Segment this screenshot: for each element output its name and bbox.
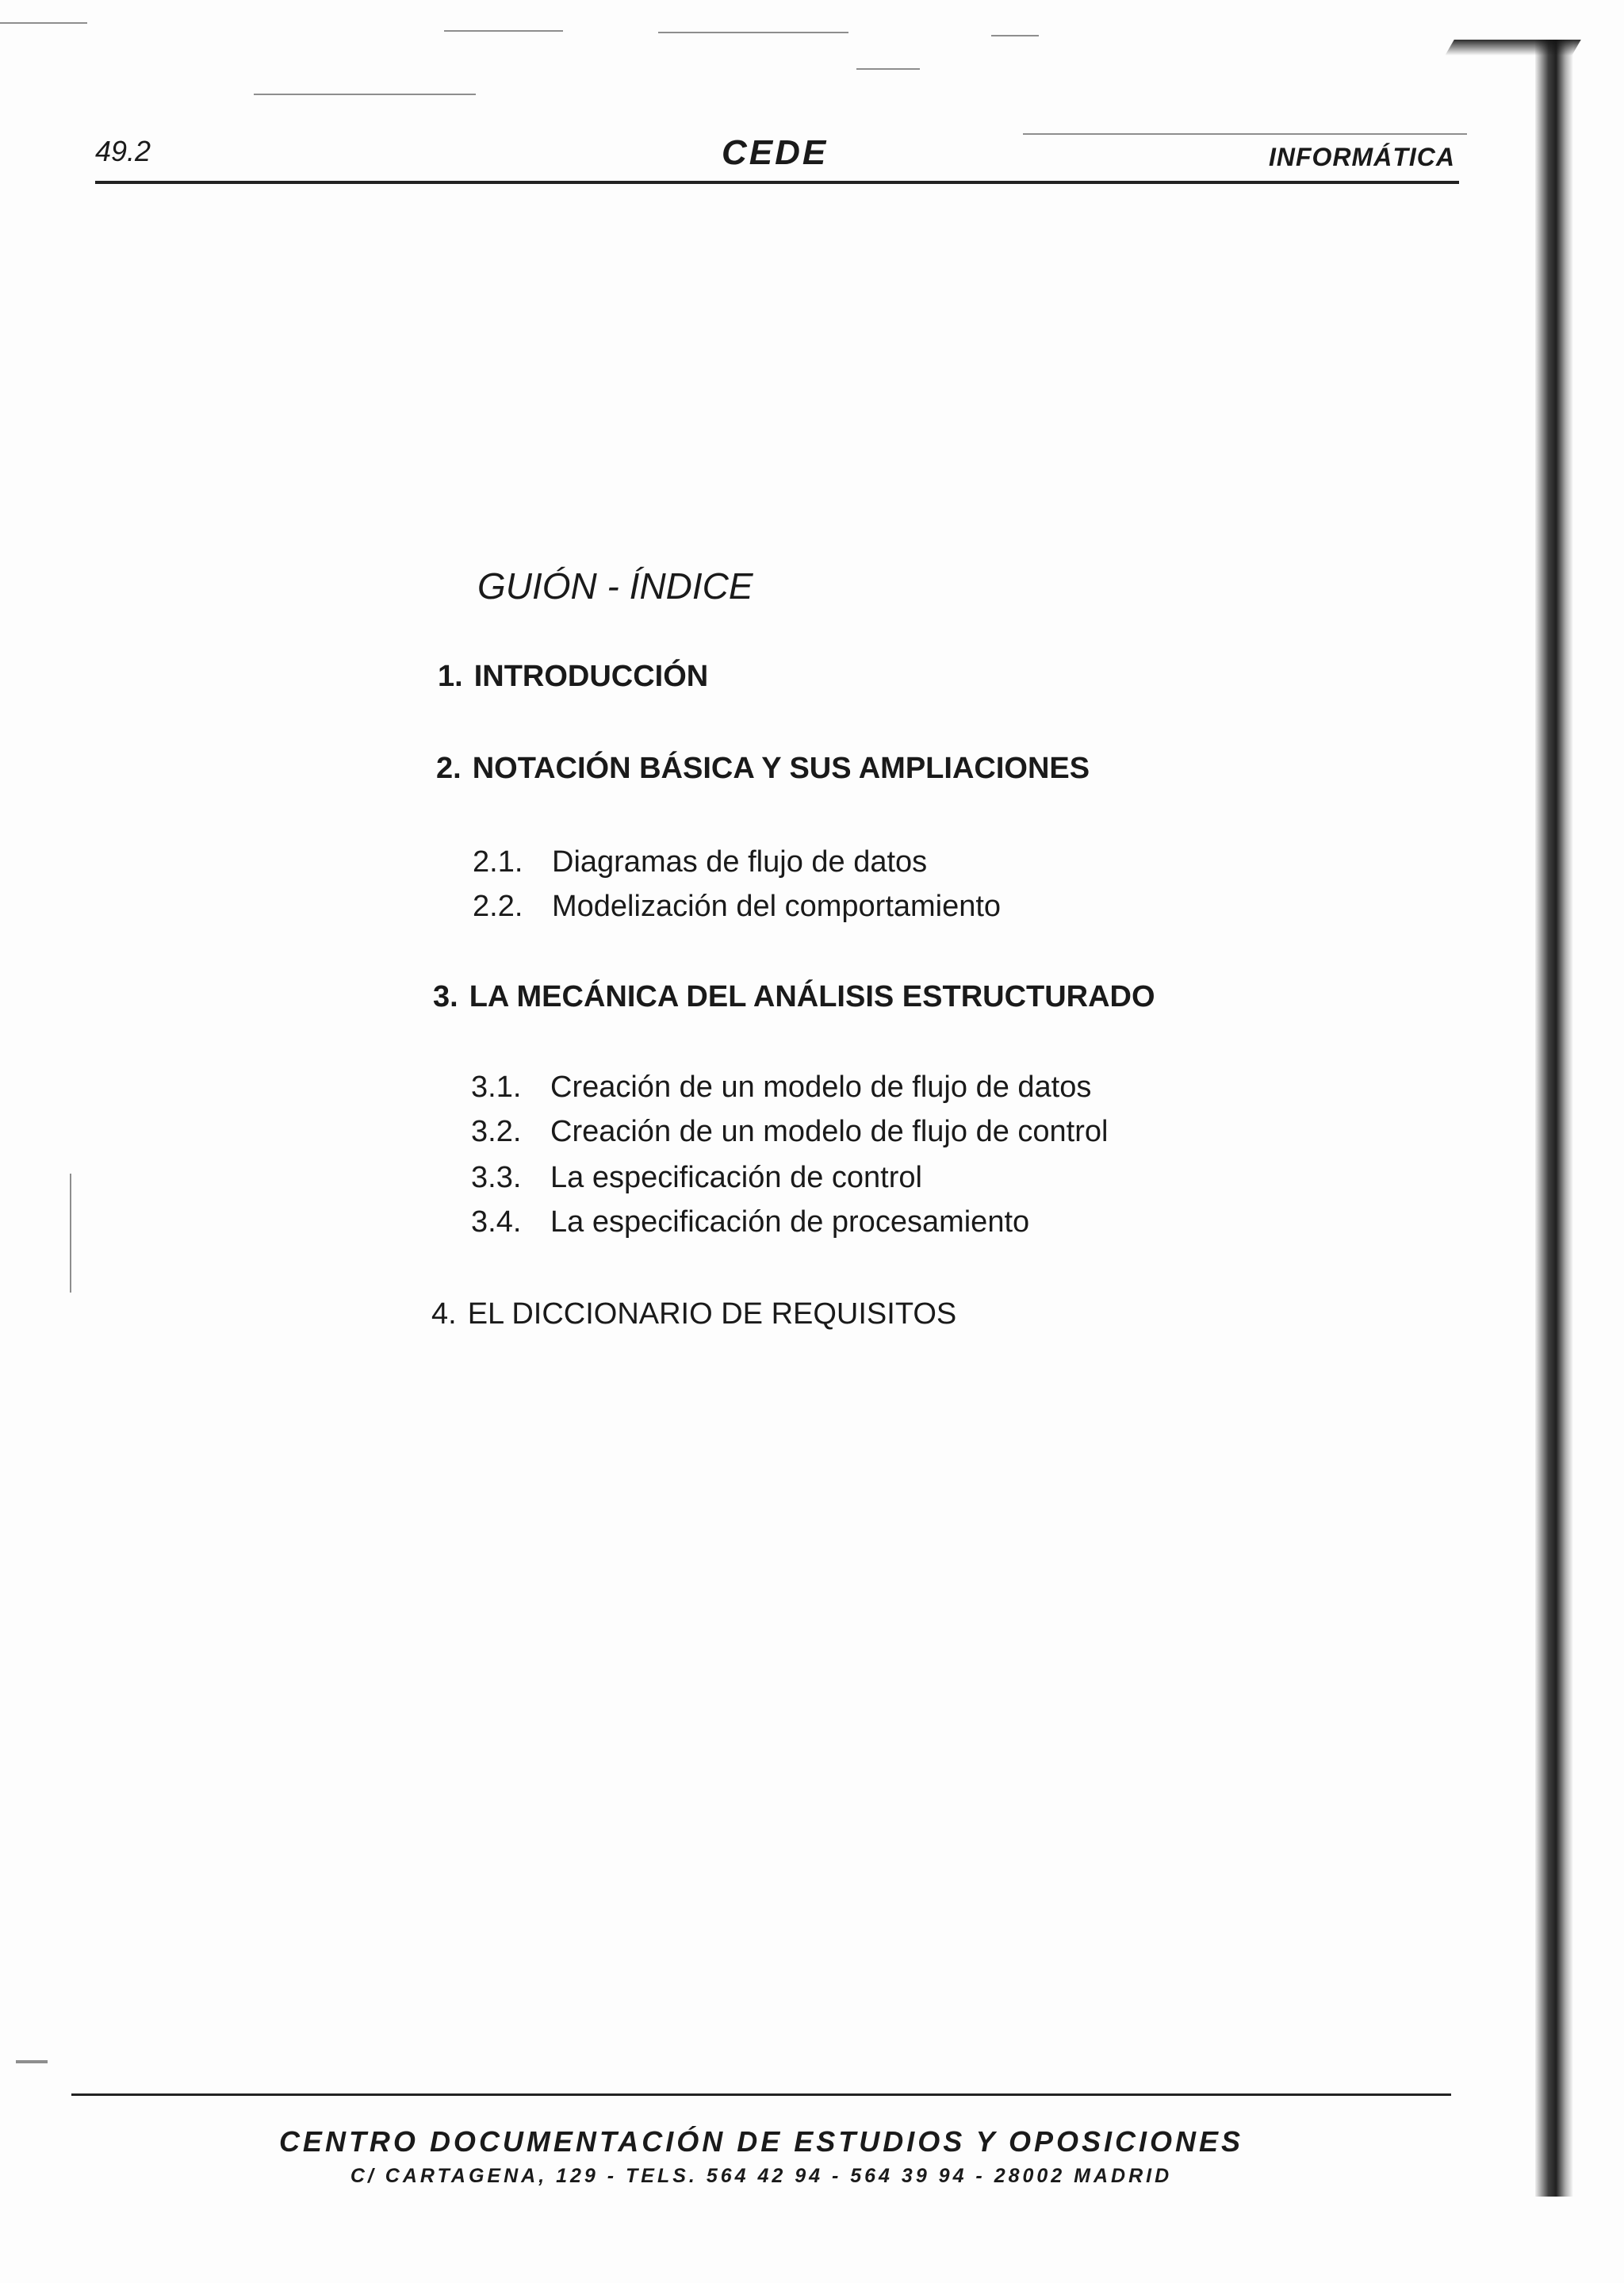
toc-subsection-label: Modelización del comportamiento <box>552 890 1002 923</box>
toc-subsection <box>471 1161 922 1195</box>
scan-mark <box>0 22 87 24</box>
toc-subsection <box>471 1205 1029 1239</box>
toc-section <box>438 660 708 694</box>
scan-shadow-corner <box>1445 40 1581 56</box>
scan-mark <box>856 68 920 70</box>
toc-subsection <box>471 1115 1108 1149</box>
scan-mark <box>16 2060 48 2063</box>
toc-subsection <box>471 1071 1091 1105</box>
toc-subsection-label: Diagramas de flujo de datos <box>552 845 928 879</box>
toc-subsection-number: 3.2. <box>471 1115 522 1148</box>
toc-subsection-label: La especificación de procesamiento <box>550 1205 1030 1239</box>
toc-subsection-label: Creación de un modelo de flujo de datos <box>550 1071 1092 1104</box>
toc-subsection-label: La especificación de control <box>550 1161 922 1194</box>
scan-mark <box>658 32 848 33</box>
footer-organization: CENTRO DOCUMENTACIÓN DE ESTUDIOS Y OPOSICIONES <box>278 2125 1244 2158</box>
scan-mark <box>444 30 563 32</box>
toc-subsection-label: Creación de un modelo de flujo de control <box>550 1115 1109 1148</box>
toc-subsection-number: 3.1. <box>471 1071 522 1104</box>
toc-section-label: LA MECÁNICA DEL ANÁLISIS ESTRUCTURADO <box>469 980 1155 1013</box>
index-title: GUIÓN - ÍNDICE <box>477 565 753 607</box>
toc-subsection <box>473 845 927 879</box>
scan-shadow-edge <box>1535 40 1573 2197</box>
footer-rule <box>71 2093 1451 2096</box>
toc-subsection-number: 3.4. <box>471 1205 522 1239</box>
header-rule <box>95 181 1459 184</box>
toc-section-number: 3. <box>433 980 458 1013</box>
scan-mark <box>1023 133 1467 135</box>
footer-address: C/ CARTAGENA, 129 - TELS. 564 42 94 - 564 39 94 - 28002 MADRID <box>350 2165 1173 2187</box>
toc-subsection-number: 2.2. <box>473 890 523 923</box>
toc-section-label: NOTACIÓN BÁSICA Y SUS AMPLIACIONES <box>472 752 1090 785</box>
toc-section-number: 2. <box>436 752 462 785</box>
scan-mark <box>991 35 1039 36</box>
scan-mark <box>254 94 476 95</box>
page-number: 49.2 <box>95 135 151 167</box>
brand-name: CEDE <box>722 133 829 172</box>
toc-section-label: INTRODUCCIÓN <box>473 660 709 693</box>
toc-section-number: 1. <box>438 660 463 693</box>
toc-subsection-number: 3.3. <box>471 1161 522 1194</box>
section-name: INFORMÁTICA <box>1269 143 1455 171</box>
toc-subsection <box>473 890 1001 924</box>
toc-section-number: 4. <box>431 1297 457 1331</box>
toc-section-label: EL DICCIONARIO DE REQUISITOS <box>467 1297 957 1331</box>
toc-section <box>431 1297 956 1331</box>
toc-subsection-number: 2.1. <box>473 845 523 879</box>
toc-section <box>436 752 1090 786</box>
scan-mark <box>70 1174 71 1293</box>
toc-section <box>433 980 1155 1014</box>
